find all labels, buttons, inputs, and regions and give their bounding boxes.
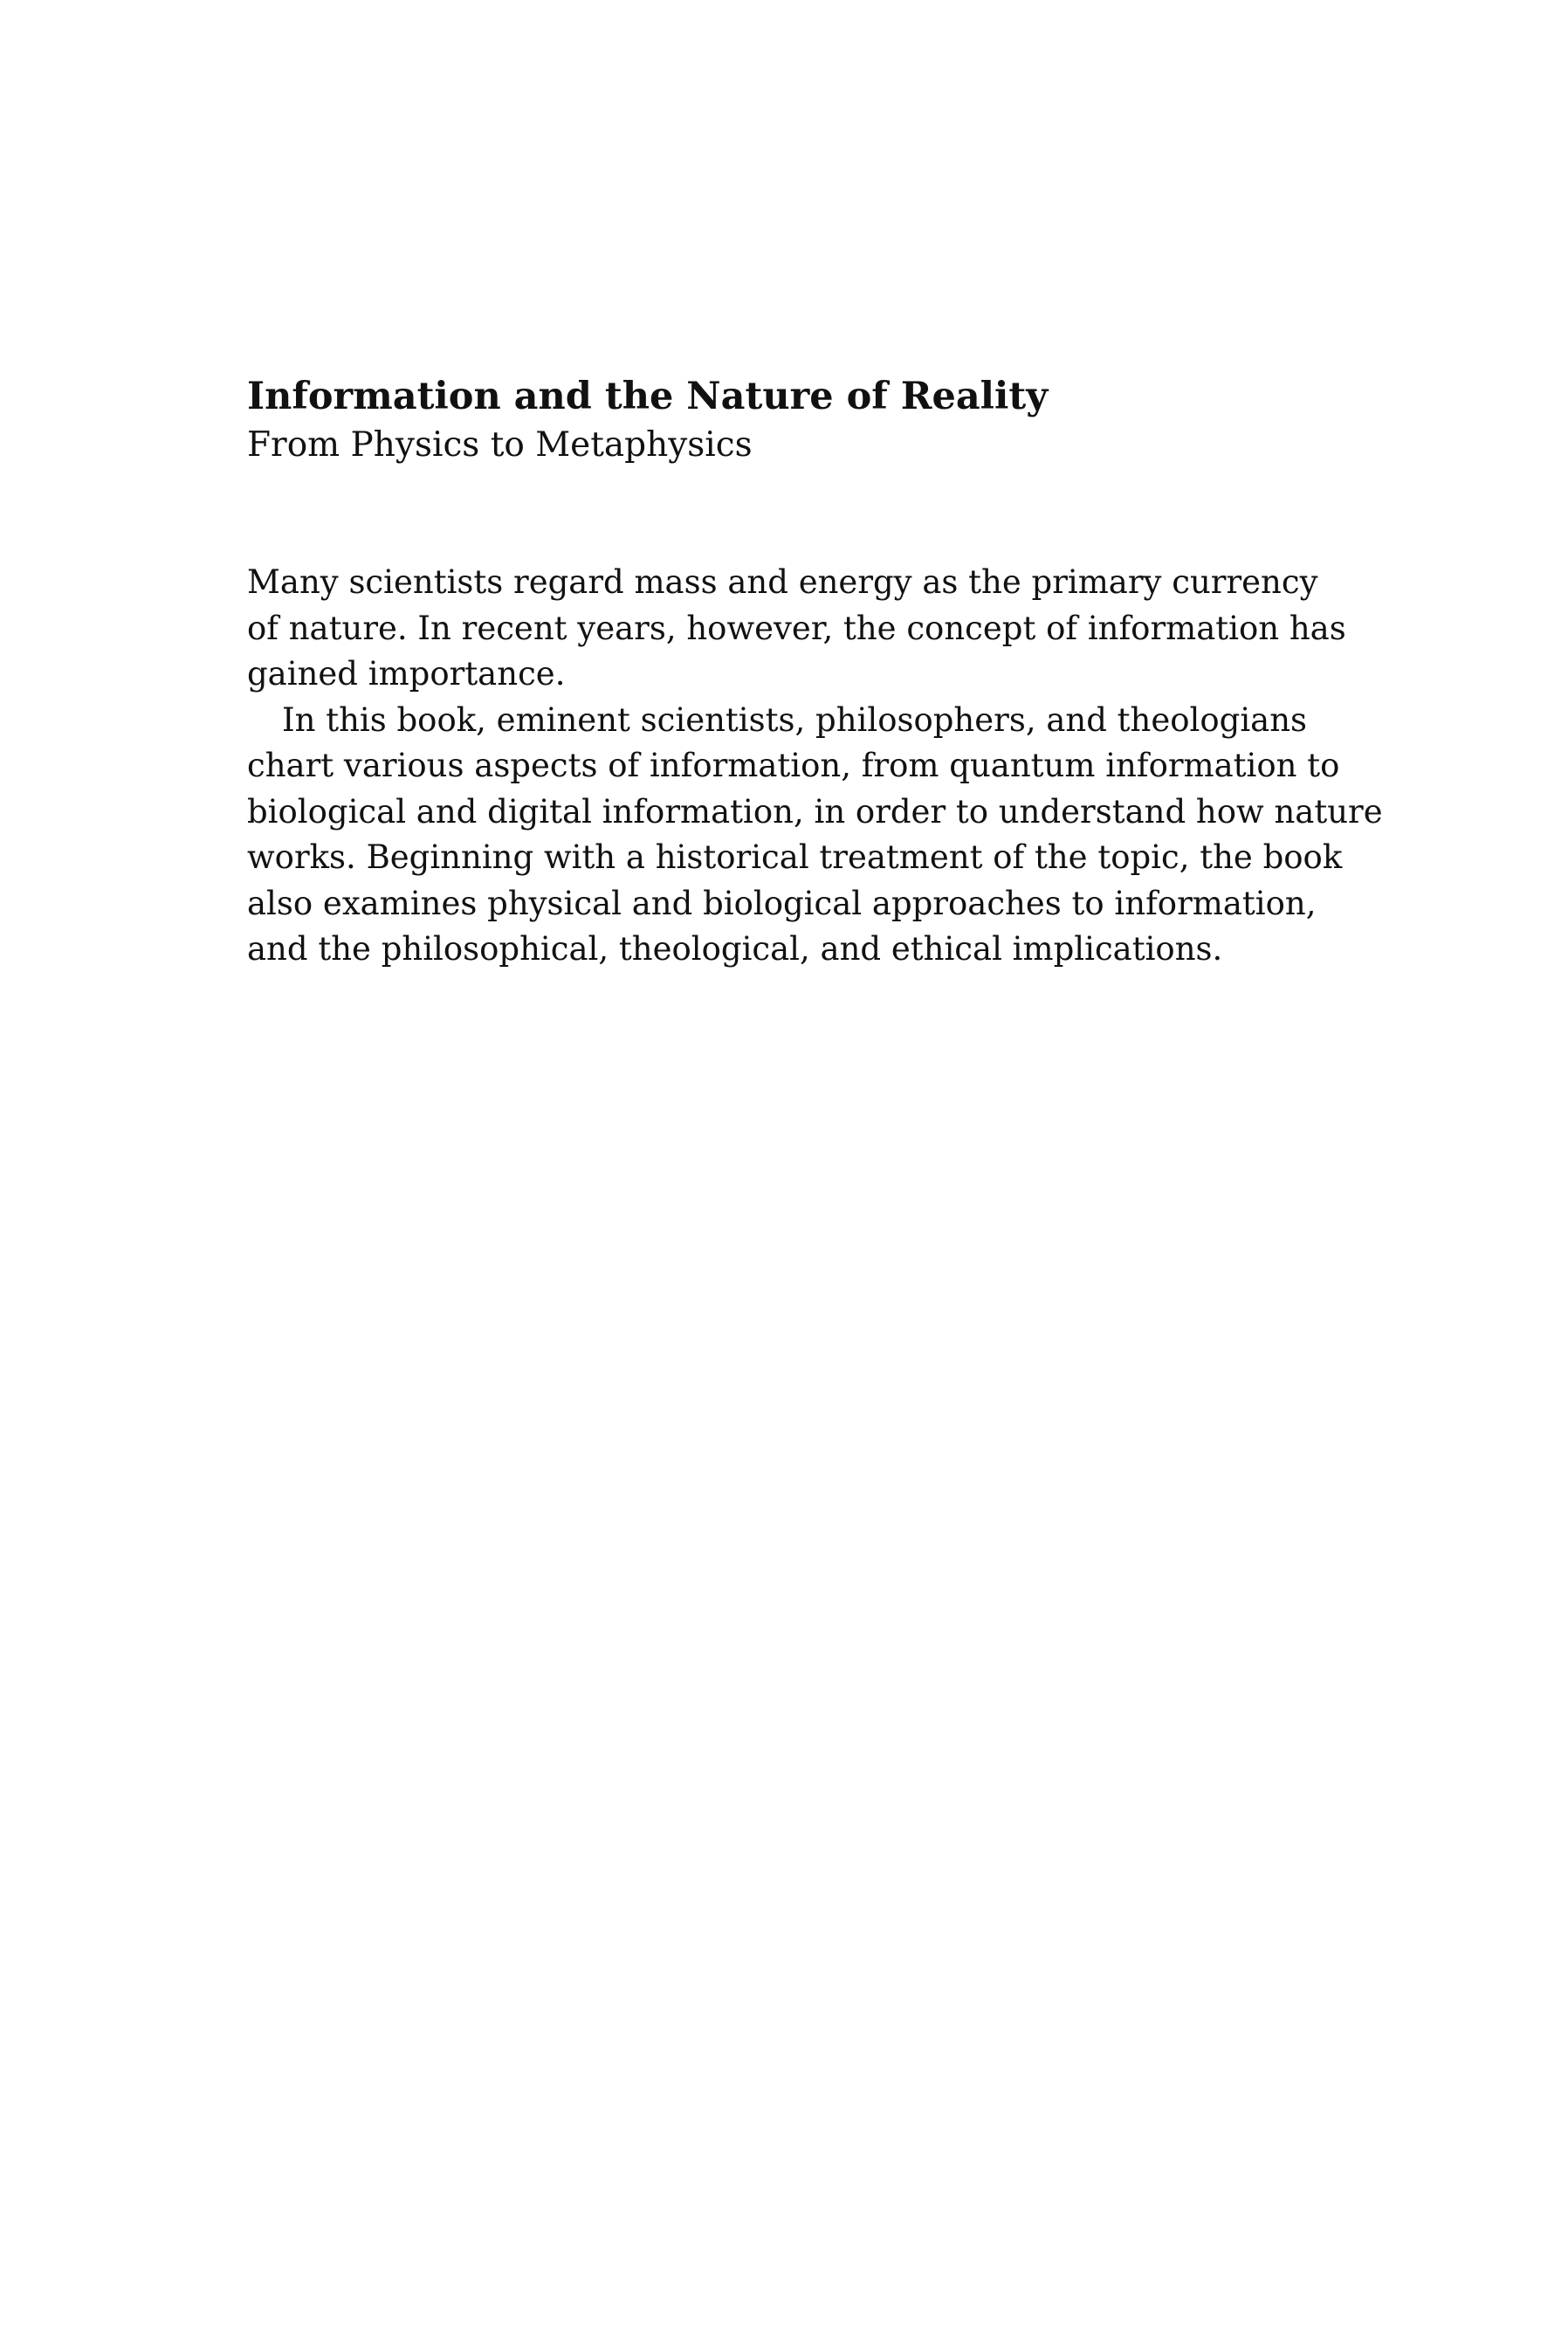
blurb-line: works. Beginning with a historical treatment of the topic, the book (247, 838, 1343, 876)
blurb-line: chart various aspects of information, from quantum information to (247, 747, 1340, 784)
blurb-line: Many scientists regard mass and energy as the primary currency (247, 563, 1318, 601)
book-blurb (247, 560, 1382, 973)
blurb-paragraph-2 (247, 698, 1382, 973)
page-content (247, 371, 1382, 973)
blurb-paragraph-1 (247, 560, 1382, 698)
blurb-line: and the philosophical, theological, and ethical implications. (247, 930, 1223, 968)
blurb-line: biological and digital information, in order to understand how nature (247, 792, 1383, 831)
blurb-line: In this book, eminent scientists, philosophers, and theologians (282, 700, 1308, 739)
blurb-line: gained importance. (247, 655, 566, 693)
blurb-line: of nature. In recent years, however, the concept of information has (247, 609, 1346, 647)
book-subtitle: From Physics to Metaphysics (247, 425, 753, 465)
book-title: Information and the Nature of Reality (247, 375, 1049, 418)
blurb-line: also examines physical and biological approaches to information, (247, 884, 1317, 922)
